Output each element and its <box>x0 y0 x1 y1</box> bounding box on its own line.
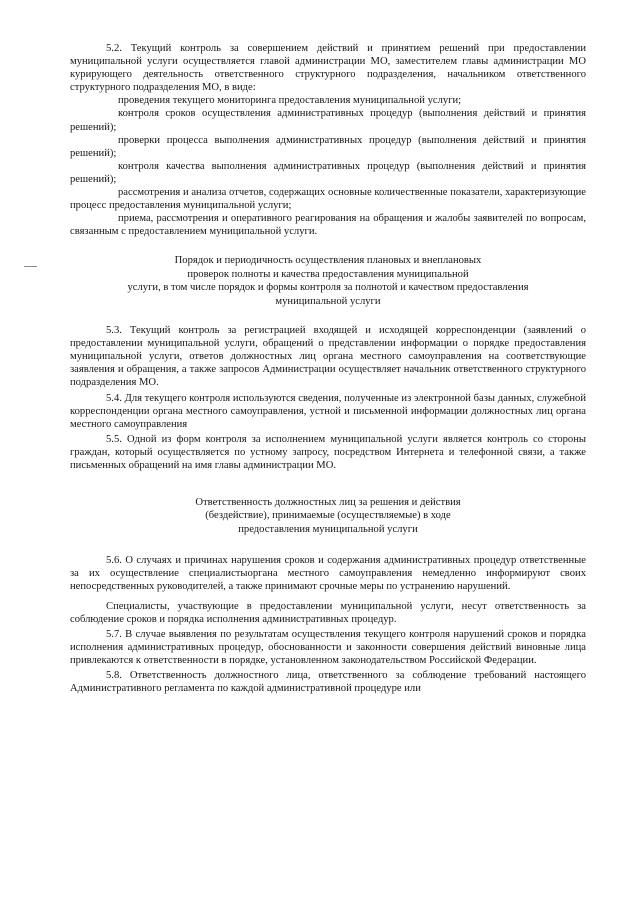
section-heading-responsibility <box>70 496 586 536</box>
heading-line: муниципальной услуги <box>275 295 381 307</box>
paragraph-5-7: 5.7. В случае выявления по результатам осуществления текущего контроля нарушений сроков и порядка исполнения административных процедур, обоснованности и законности совершения действий виновные лица привлекаются к ответственности в порядке, установленном законодательством Российской Федерации. <box>70 628 586 666</box>
heading-line: предоставления муниципальной услуги <box>238 523 418 535</box>
margin-dash <box>24 266 37 267</box>
paragraph-specialists: Специалисты, участвующие в предоставлении муниципальной услуги, несут ответственность за соблюдение сроков и порядка исполнения административных процедур. <box>70 600 586 625</box>
list-item-quality-control: контроля качества выполнения административных процедур (выполнения действий и принятия решений); <box>70 160 586 185</box>
heading-line: Ответственность должностных лиц за решения и действия <box>195 497 461 509</box>
paragraph-5-8: 5.8. Ответственность должностного лица, ответственного за соблюдение требований настоящего Административного регламента по каждой административной процедуре или <box>70 670 586 695</box>
document-body <box>70 42 586 695</box>
paragraph-5-3: 5.3. Текущий контроль за регистрацией входящей и исходящей корреспонденции (заявлений о предоставлении муниципальной услуги, обращений о представлении информации о порядке предоставления муниципальной услуги, ответов должностных лиц органа местного самоуправления на соответствующие заявления и обращения, а также запросов Администрации осуществляет начальник ответственного структурного подразделения МО. <box>70 325 586 389</box>
paragraph-5-5: 5.5. Одной из форм контроля за исполнением муниципальной услуги является контроль со стороны граждан, который осуществляется по устному запросу, посредством Интернета и телефонной связи, а также письменных обращений на имя главы администрации МО. <box>70 433 586 471</box>
paragraph-5-4: 5.4. Для текущего контроля используются сведения, полученные из электронной базы данных, служебной корреспонденции органа местного самоуправления, устной и письменной информации должностных лиц органа местного самоуправления <box>70 392 586 430</box>
list-item-monitoring: проведения текущего мониторинга предоставления муниципальной услуги; <box>118 95 462 107</box>
list-item-deadline-control: контроля сроков осуществления административных процедур (выполнения действий и принятия решений); <box>70 108 586 133</box>
list-item-process-check: проверки процесса выполнения административных процедур (выполнения действий и принятия решений); <box>70 134 586 159</box>
list-item-report-analysis: рассмотрения и анализа отчетов, содержащих основные количественные показатели, характеризующие процесс предоставления муниципальной услуги; <box>70 187 586 212</box>
heading-line: проверок полноты и качества предоставления муниципальной <box>187 268 469 280</box>
heading-line: (бездействие), принимаемые (осуществляемые) в ходе <box>205 510 451 522</box>
list-item-complaints: приема, рассмотрения и оперативного реагирования на обращения и жалобы заявителей по вопросам, связанным с предоставлением муниципальной услуги. <box>70 213 586 238</box>
heading-line: Порядок и периодичность осуществления плановых и внеплановых <box>174 255 482 267</box>
paragraph-5-2: 5.2. Текущий контроль за совершением действий и принятием решений при предоставлении муниципальной услуги осуществляется главой администрации МО, заместителем главы администрации МО курирующего деятельность ответственного структурного подразделения, начальником ответственного структурного подразделения МО, в виде: <box>70 43 586 94</box>
section-heading-inspections <box>70 254 586 308</box>
heading-line: услуги, в том числе порядок и формы контроля за полнотой и качеством предоставления <box>127 282 529 294</box>
paragraph-5-6: 5.6. О случаях и причинах нарушения сроков и содержания административных процедур ответственные за их осуществление специалистыоргана местного самоуправления немедленно информируют своих непосредственных руководителей, а также принимают срочные меры по устранению нарушений. <box>70 555 586 593</box>
